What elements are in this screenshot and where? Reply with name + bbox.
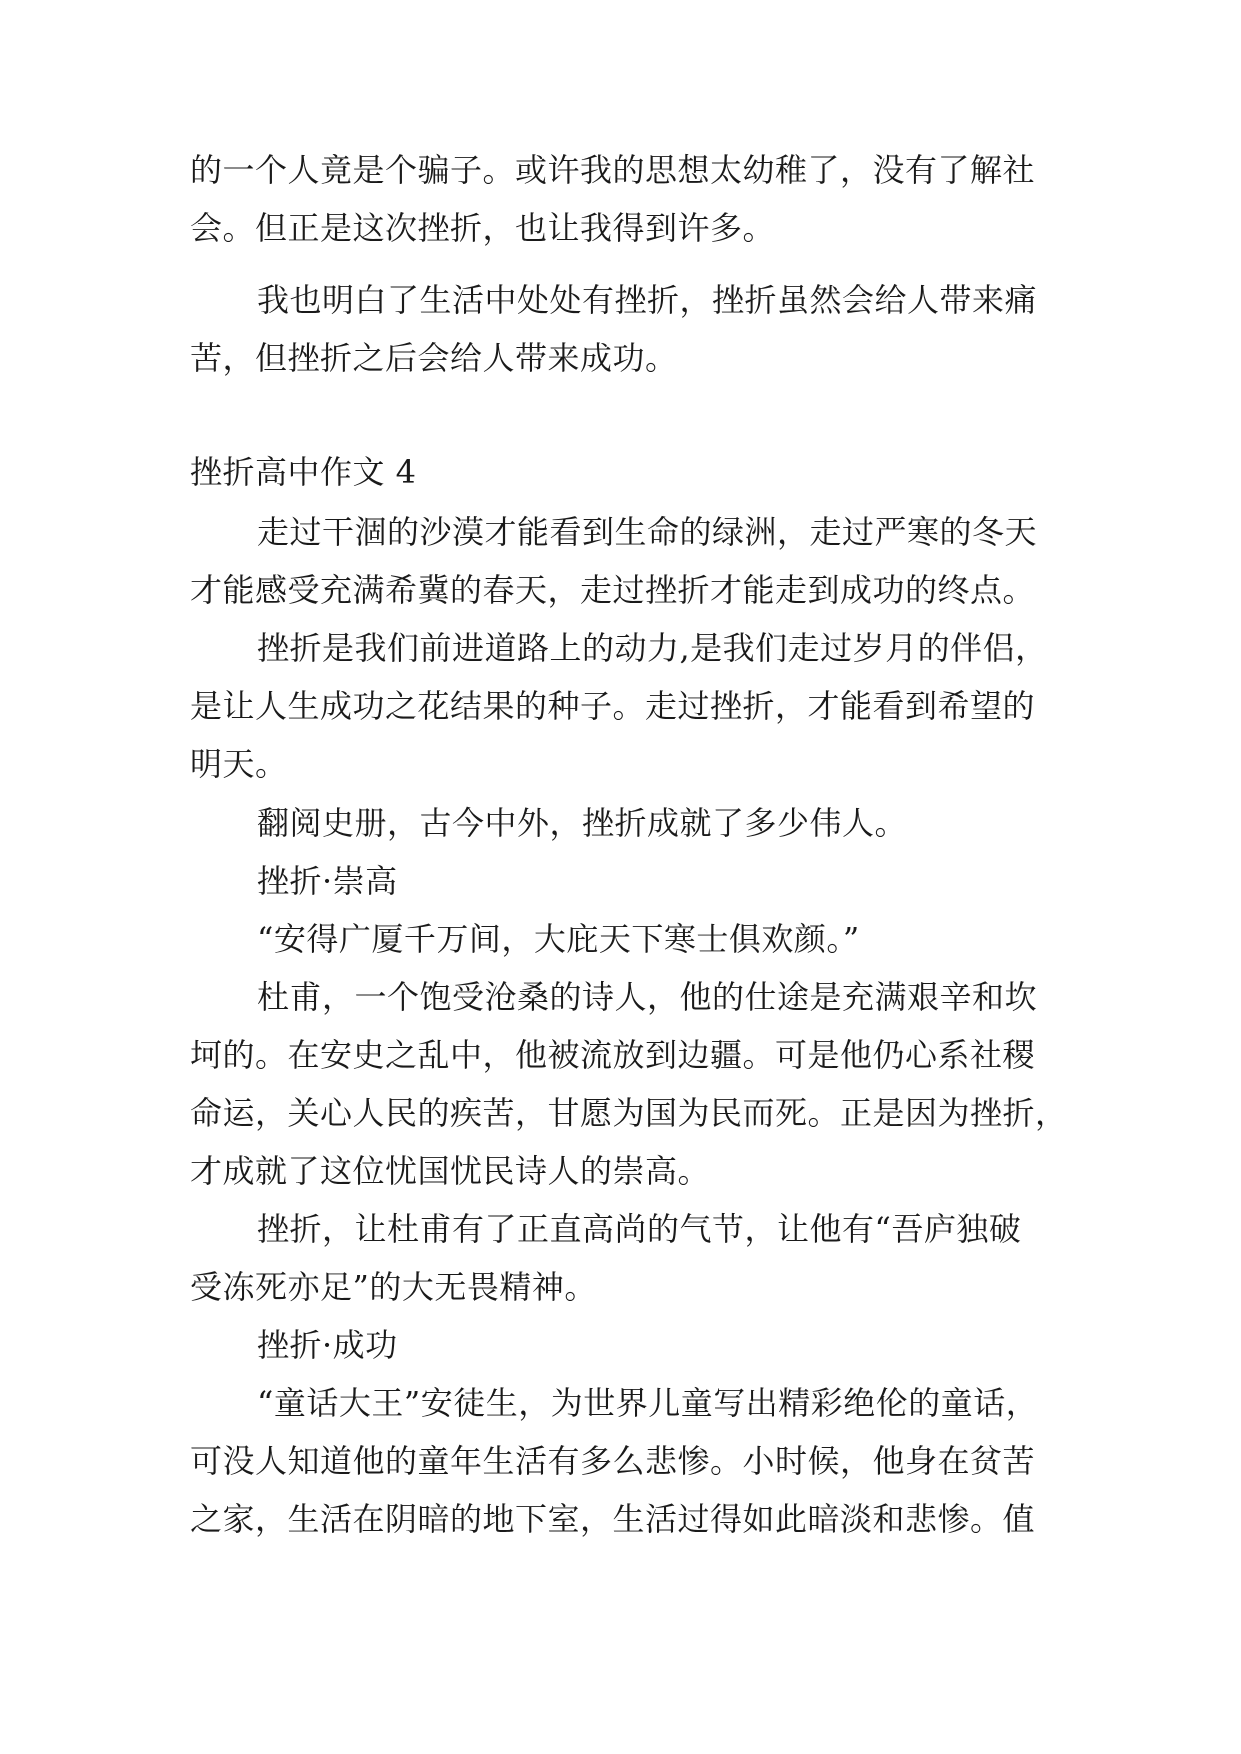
paragraph-line: 命运，关心人民的疾苦，甘愿为国为民而死。正是因为挫折， xyxy=(190,1094,1068,1132)
paragraph-line: 会。但正是这次挫折，也让我得到许多。 xyxy=(190,209,776,247)
paragraph-line: 是让人生成功之花结果的种子。走过挫折，才能看到希望的 xyxy=(190,687,1036,725)
section-heading: 挫折高中作文 4 xyxy=(190,453,417,491)
subheading: 挫折·崇高 xyxy=(257,862,398,900)
paragraph-line: 翻阅史册，古今中外，挫折成就了多少伟人。 xyxy=(257,804,908,842)
paragraph-line: 挫折是我们前进道路上的动力,是我们走过岁月的伴侣， xyxy=(257,629,1048,667)
paragraph-line: 才成就了这位忧国忧民诗人的崇高。 xyxy=(190,1152,711,1190)
paragraph-line: 才能感受充满希冀的春天，走过挫折才能走到成功的终点。 xyxy=(190,571,1036,609)
paragraph-line: “童话大王”安徒生，为世界儿童写出精彩绝伦的童话， xyxy=(257,1384,1039,1422)
paragraph-line: 走过干涸的沙漠才能看到生命的绿洲，走过严寒的冬天 xyxy=(257,513,1038,551)
paragraph-line: 苦，但挫折之后会给人带来成功。 xyxy=(190,339,678,377)
paragraph-line: 我也明白了生活中处处有挫折，挫折虽然会给人带来痛 xyxy=(257,281,1038,319)
quotation-line: “安得广厦千万间，大庇天下寒士俱欢颜。” xyxy=(257,920,860,958)
paragraph-line: 受冻死亦足”的大无畏精神。 xyxy=(190,1268,597,1306)
subheading: 挫折·成功 xyxy=(257,1326,398,1364)
paragraph-line: 之家，生活在阴暗的地下室，生活过得如此暗淡和悲惨。值 xyxy=(190,1500,1036,1538)
paragraph-line: 明天。 xyxy=(190,745,288,783)
paragraph-line: 杜甫，一个饱受沧桑的诗人，他的仕途是充满艰辛和坎 xyxy=(257,978,1038,1016)
paragraph-line: 坷的。在安史之乱中，他被流放到边疆。可是他仍心系社稷 xyxy=(190,1036,1036,1074)
paragraph-line: 可没人知道他的童年生活有多么悲惨。小时候，他身在贫苦 xyxy=(190,1442,1036,1480)
paragraph-line: 挫折，让杜甫有了正直高尚的气节，让他有“吾庐独破 xyxy=(257,1210,1022,1248)
paragraph-line: 的一个人竟是个骗子。或许我的思想太幼稚了，没有了解社 xyxy=(190,151,1036,189)
